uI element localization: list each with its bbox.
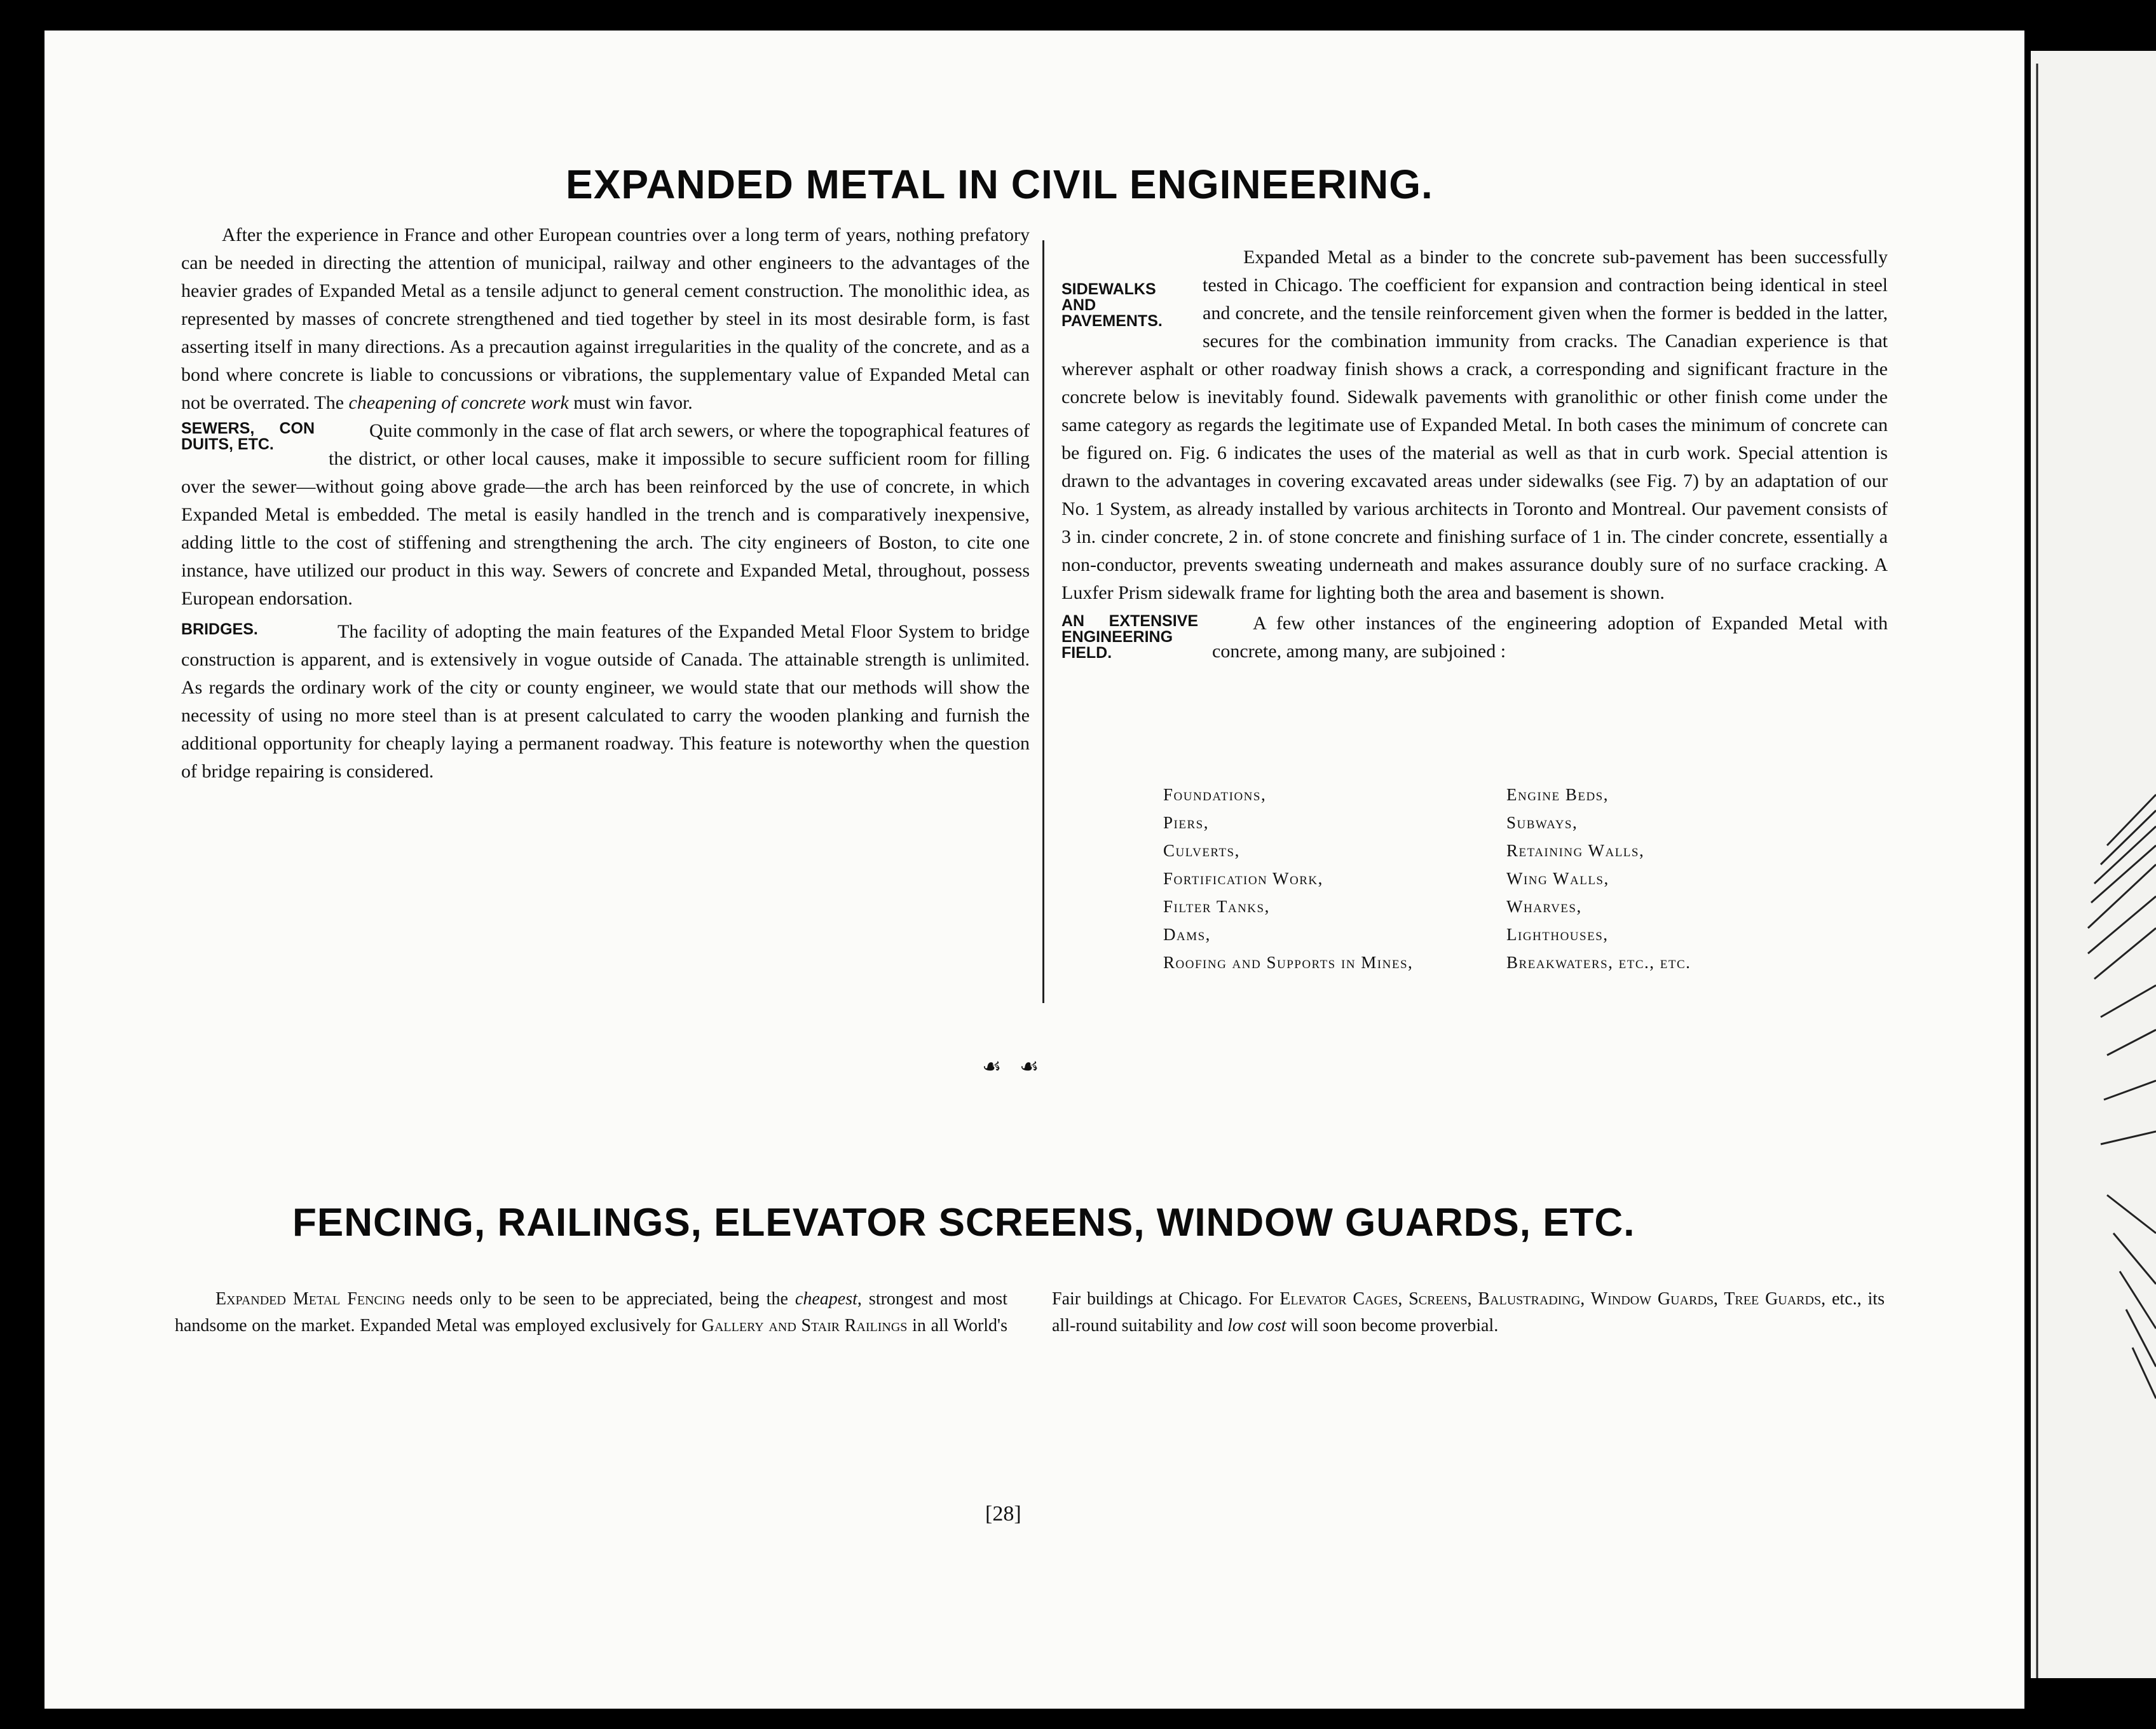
fencing-lead: Expanded Metal Fencing bbox=[215, 1289, 406, 1309]
list-item: Filter Tanks, bbox=[1163, 897, 1270, 916]
sidenote-engineering-field: AN EXTENSIVE ENGINEERING FIELD. bbox=[1061, 612, 1198, 662]
list-item: Culverts, bbox=[1163, 841, 1240, 860]
list-item: Piers, bbox=[1163, 813, 1209, 832]
scanned-page bbox=[44, 31, 2024, 1709]
engraving-fragment bbox=[2031, 51, 2156, 1678]
list-item: Wing Walls, bbox=[1506, 869, 1609, 888]
ornament-divider: ☙ ☙ bbox=[982, 1055, 1046, 1079]
column-divider-rule bbox=[1042, 240, 1044, 1003]
paragraph-intro: After the experience in France and other European countries over a long term of years, nothing prefatory can be needed in directing the attention of municipal, railway and other engineers to the advantages of the heavier grades of Expanded Metal as a tensile adjunct to general cement construction. The monolithic idea, as represented by masses of concrete strengthened and tied together by steel in its most desirable form, is fast asserting itself in many directions. As a precaution against irregularities in the quality of the concrete, and as a bond where concrete is liable to concussions or vibrations, the supplementary value of Expanded Metal can not be overrated. The cheapening of concrete work must win favor. bbox=[181, 224, 1030, 413]
sidenote-sewers: SEWERS, CON DUITS, ETC. bbox=[181, 420, 315, 453]
sidenote-sidewalks: SIDEWALKS AND PAVEMENTS. bbox=[1061, 280, 1163, 330]
paragraph-bridges: BRIDGES. The facility of adopting the main features of the Expanded Metal Floor System to bridge construction is apparent, and is extensively in vogue outside of Canada. The attainable strength is unlimited. As regards the ordinary work of the city or county engineer, we would state that our methods will show the necessity of using no more steel than is at present calculated to carry the wooden planking and furnish the additional opportunity for cheaply laying a permanent roadway. This feature is noteworthy when the question of bridge repairing is considered. bbox=[181, 620, 1030, 782]
list-item: Breakwaters, etc., etc. bbox=[1506, 953, 1691, 972]
page-number: [28] bbox=[985, 1502, 1021, 1526]
list-item: Roofing and Supports in Mines, bbox=[1163, 953, 1414, 972]
paragraph-instances: AN EXTENSIVE ENGINEERING FIELD. A few other instances of the engineering adoption of Expanded Metal with concrete, among many, are subjoined : bbox=[1061, 612, 1888, 662]
instances-list bbox=[1163, 781, 1761, 976]
list-item: Subways, bbox=[1506, 813, 1578, 832]
list-item: Wharves, bbox=[1506, 897, 1582, 916]
list-item: Dams, bbox=[1163, 925, 1211, 944]
list-item: Engine Beds, bbox=[1506, 785, 1609, 804]
list-item: Fortification Work, bbox=[1163, 869, 1323, 888]
list-item: Retaining Walls, bbox=[1506, 841, 1645, 860]
section-title-fencing: FENCING, RAILINGS, ELEVATOR SCREENS, WINDOW GUARDS, ETC. bbox=[292, 1201, 1635, 1245]
page-title: EXPANDED METAL IN CIVIL ENGINEERING. bbox=[566, 161, 1433, 207]
list-item: Foundations, bbox=[1163, 785, 1267, 804]
italic-phrase: cheapening of concrete work bbox=[348, 392, 569, 413]
fencing-paragraph: Expanded Metal Fencing needs only to be seen to be appreciated, being the cheapest, strongest and most handsome on the market. Expanded Metal was employed exclusively for Gallery and Stair Railings in all World's Fair buildings at Chicago. For Elevator Cages, Screens, Balustrading, Window Guards, Tree Guards, etc., its all-round suitability and low cost will soon become proverbial. bbox=[175, 1289, 1885, 1336]
left-column bbox=[181, 221, 1030, 786]
sidenote-bridges: BRIDGES. bbox=[181, 620, 258, 638]
list-item: Lighthouses, bbox=[1506, 925, 1609, 944]
facing-page-edge bbox=[2031, 51, 2156, 1678]
paragraph-pavements: SIDEWALKS AND PAVEMENTS. Expanded Metal as a binder to the concrete sub-pavement has been successfully tested in Chicago. The coefficient for expansion and contraction being identical in steel and concrete, and the tensile reinforcement given when the former is bedded in the latter, secures for the combination immunity from cracks. The Canadian experience is that wherever asphalt or other roadway finish shows a crack, a corresponding and significant fracture in the concrete below is inevitably found. Sidewalk pavements with granolithic or other finish come under the same category as regards the legitimate use of Expanded Metal. In both cases the minimum of concrete can be figured on. Fig. 6 indicates the uses of the material as well as that in curb work. Special attention is drawn to the advantages in covering excavated areas under sidewalks (see Fig. 7) by an adaptation of our No. 1 System, as already installed by various architects in Toronto and Montreal. Our pavement consists of 3 in. cinder concrete, 2 in. of stone concrete and finishing surface of 1 in. The cinder concrete, essentially a non-conductor, prevents sweating underneath and makes assurance doubly sure of no surface cracking. A Luxfer Prism sidewalk frame for lighting both the area and basement is shown. bbox=[1061, 247, 1888, 603]
right-column bbox=[1061, 243, 1888, 666]
paragraph-sewers: SEWERS, CON DUITS, ETC. Quite commonly in the case of flat arch sewers, or where the topographical features of the district, or other local causes, make it impossible to secure sufficient room for filling over the sewer—without going above grade—the arch has been reinforced by the use of concrete, in which Expanded Metal is embedded. The metal is easily handled in the trench and is comparatively inexpensive, adding little to the cost of stiffening and strengthening the arch. The city engineers of Boston, to cite one instance, have utilized our product in this way. Sewers of concrete and Expanded Metal, throughout, possess European endorsation. bbox=[181, 420, 1030, 609]
